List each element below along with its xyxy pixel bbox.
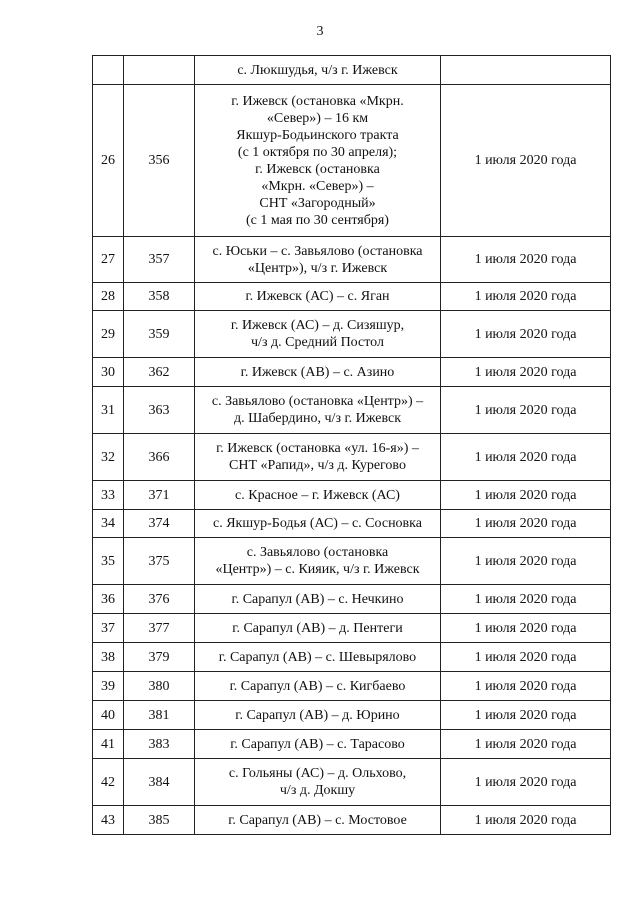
- route-line: (с 1 мая по 30 сентября): [246, 212, 389, 228]
- table-row: [93, 434, 611, 481]
- start-date: [441, 56, 611, 85]
- table-row: [93, 481, 611, 510]
- table-row: [93, 643, 611, 672]
- row-number: 39: [93, 672, 124, 701]
- table-row: [93, 311, 611, 358]
- route-line: г. Сарапул (АВ) – с. Шевырялово: [218, 649, 417, 665]
- start-date: 1 июля 2020 года: [441, 538, 611, 585]
- route-code: 358: [124, 283, 195, 311]
- route-description: [195, 283, 441, 311]
- route-description: [195, 730, 441, 759]
- route-code: 381: [124, 701, 195, 730]
- start-date: 1 июля 2020 года: [441, 358, 611, 387]
- route-line: г. Сарапул (АВ) – д. Юрино: [235, 707, 400, 723]
- table-row: [93, 759, 611, 806]
- start-date: 1 июля 2020 года: [441, 237, 611, 283]
- start-date: 1 июля 2020 года: [441, 585, 611, 614]
- start-date: 1 июля 2020 года: [441, 730, 611, 759]
- route-code: 376: [124, 585, 195, 614]
- route-code: 366: [124, 434, 195, 481]
- row-number: 29: [93, 311, 124, 358]
- start-date: 1 июля 2020 года: [441, 85, 611, 237]
- route-line: «Центр»), ч/з г. Ижевск: [247, 260, 388, 276]
- route-line: ч/з д. Средний Постол: [251, 335, 384, 350]
- route-description: [195, 311, 441, 358]
- route-line: с. Красное – г. Ижевск (АС): [235, 487, 400, 503]
- table-row: [93, 806, 611, 835]
- row-number: 30: [93, 358, 124, 387]
- row-number: [93, 56, 124, 85]
- route-code: 371: [124, 481, 195, 510]
- route-line: г. Ижевск (АС) – д. Сизяшур,: [230, 318, 405, 333]
- route-line: г. Сарапул (АВ) – с. Нечкино: [231, 591, 404, 607]
- table-row: [93, 730, 611, 759]
- table-row: [93, 387, 611, 434]
- route-line: «Центр») – с. Кияик, ч/з г. Ижевск: [215, 562, 420, 577]
- row-number: 42: [93, 759, 124, 806]
- route-line: с. Люкшудья, ч/з г. Ижевск: [237, 62, 398, 78]
- route-line: г. Ижевск (остановка «ул. 16-я») –: [216, 441, 419, 456]
- route-description: [195, 85, 441, 237]
- route-line: г. Ижевск (остановка «Мкрн.: [231, 93, 404, 109]
- row-number: 31: [93, 387, 124, 434]
- route-line: (с 1 октября по 30 апреля);: [237, 144, 398, 160]
- route-line: с. Якшур-Бодья (АС) – с. Сосновка: [213, 516, 422, 531]
- start-date: 1 июля 2020 года: [441, 759, 611, 806]
- route-line: с. Юськи – с. Завьялово (остановка: [212, 243, 423, 259]
- route-code: 362: [124, 358, 195, 387]
- table-row: [93, 283, 611, 311]
- route-description: [195, 759, 441, 806]
- route-description: [195, 806, 441, 835]
- route-description: [195, 481, 441, 510]
- route-code: 359: [124, 311, 195, 358]
- row-number: 27: [93, 237, 124, 283]
- row-number: 40: [93, 701, 124, 730]
- route-line: СНТ «Рапид», ч/з д. Курегово: [229, 458, 406, 473]
- start-date: 1 июля 2020 года: [441, 643, 611, 672]
- row-number: 33: [93, 481, 124, 510]
- start-date: 1 июля 2020 года: [441, 311, 611, 358]
- route-line: г. Ижевск (АВ) – с. Азино: [240, 364, 395, 380]
- row-number: 26: [93, 85, 124, 237]
- route-description: [195, 56, 441, 85]
- route-line: г. Ижевск (остановка: [255, 161, 380, 177]
- row-number: 38: [93, 643, 124, 672]
- route-code: 377: [124, 614, 195, 643]
- route-description: [195, 358, 441, 387]
- start-date: 1 июля 2020 года: [441, 614, 611, 643]
- route-code: 384: [124, 759, 195, 806]
- route-line: «Мкрн. «Север») –: [261, 178, 374, 194]
- start-date: 1 июля 2020 года: [441, 672, 611, 701]
- row-number: 37: [93, 614, 124, 643]
- table-row: [93, 56, 611, 85]
- route-line: СНТ «Загородный»: [259, 195, 376, 211]
- row-number: 43: [93, 806, 124, 835]
- table-row: [93, 85, 611, 237]
- route-line: ч/з д. Докшу: [279, 783, 356, 798]
- route-description: [195, 434, 441, 481]
- row-number: 41: [93, 730, 124, 759]
- route-line: с. Гольяны (АС) – д. Ольхово,: [228, 766, 407, 781]
- start-date: 1 июля 2020 года: [441, 283, 611, 311]
- route-description: [195, 643, 441, 672]
- row-number: 35: [93, 538, 124, 585]
- route-description: [195, 614, 441, 643]
- route-code: 379: [124, 643, 195, 672]
- routes-table-body: [93, 56, 611, 835]
- table-row: [93, 672, 611, 701]
- table-row: [93, 585, 611, 614]
- route-description: [195, 672, 441, 701]
- table-row: [93, 237, 611, 283]
- start-date: 1 июля 2020 года: [441, 806, 611, 835]
- route-code: 356: [124, 85, 195, 237]
- route-line: г. Сарапул (АВ) – с. Кигбаево: [229, 678, 406, 694]
- start-date: 1 июля 2020 года: [441, 434, 611, 481]
- route-code: 383: [124, 730, 195, 759]
- route-line: г. Сарапул (АВ) – с. Мостовое: [228, 812, 407, 828]
- route-description: [195, 510, 441, 538]
- route-line: г. Ижевск (АС) – с. Яган: [245, 289, 390, 304]
- route-code: [124, 56, 195, 85]
- route-code: 374: [124, 510, 195, 538]
- page-number: 3: [316, 24, 324, 39]
- table-row: [93, 614, 611, 643]
- route-code: 357: [124, 237, 195, 283]
- route-line: г. Сарапул (АВ) – д. Пентеги: [232, 620, 403, 636]
- route-line: Якшур-Бодьинского тракта: [236, 127, 399, 143]
- route-code: 375: [124, 538, 195, 585]
- start-date: 1 июля 2020 года: [441, 510, 611, 538]
- row-number: 36: [93, 585, 124, 614]
- route-code: 363: [124, 387, 195, 434]
- table-row: [93, 358, 611, 387]
- route-code: 385: [124, 806, 195, 835]
- row-number: 28: [93, 283, 124, 311]
- route-description: [195, 701, 441, 730]
- route-description: [195, 585, 441, 614]
- start-date: 1 июля 2020 года: [441, 481, 611, 510]
- route-line: с. Завьялово (остановка: [246, 545, 389, 560]
- route-line: г. Сарапул (АВ) – с. Тарасово: [230, 736, 405, 752]
- row-number: 32: [93, 434, 124, 481]
- route-line: с. Завьялово (остановка «Центр») –: [211, 394, 424, 409]
- route-line: д. Шабердино, ч/з г. Ижевск: [233, 411, 401, 426]
- start-date: 1 июля 2020 года: [441, 387, 611, 434]
- table-row: [93, 538, 611, 585]
- route-line: «Север») – 16 км: [266, 110, 369, 126]
- row-number: 34: [93, 510, 124, 538]
- routes-table: [92, 55, 611, 835]
- route-description: [195, 387, 441, 434]
- route-description: [195, 538, 441, 585]
- table-row: [93, 510, 611, 538]
- route-description: [195, 237, 441, 283]
- table-row: [93, 701, 611, 730]
- route-code: 380: [124, 672, 195, 701]
- start-date: 1 июля 2020 года: [441, 701, 611, 730]
